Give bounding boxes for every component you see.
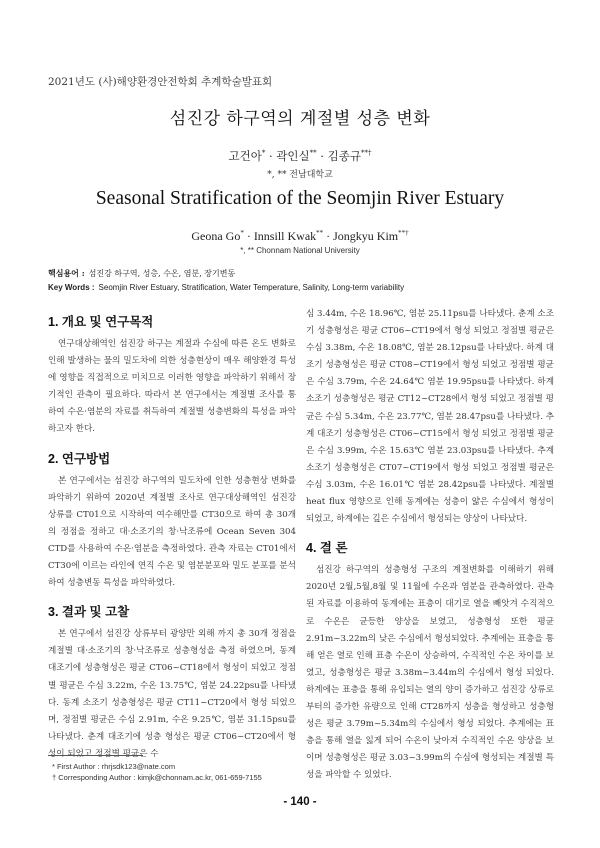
section-heading-methods: 2. 연구방법: [48, 451, 111, 466]
right-column: [306, 306, 554, 784]
keywords-label: Key Words :: [48, 283, 95, 292]
authors-korean: [0, 148, 600, 164]
left-column: [48, 306, 296, 763]
section-overview-body: 연구대상해역인 섬진강 하구는 계절과 수심에 따른 온도 변화로 인해 발생하는 물의 밀도차에 의한 성층현상이 매우 해양환경 특성에 영향을 직접적으로 미치므로 이러한 영향을 파악하기 위해서 장기적인 관측이 필요하다. 따라서 본 연구에서는 계절별 조사를 통하여 수온·염분의 자료를 취득하여 계절별 성층변화의 특성을 파악하고자 한다.: [48, 339, 296, 435]
author-separator: ·: [265, 149, 277, 163]
section-conclusion-body: 섬진강 하구역의 성층형성 구조의 계절변화를 이해하기 위해 2020년 2월,5월,8월 및 11월에 수온과 염분을 관측하였다. 관측된 자료를 이용하여 동계에는 표층이 대기로 열을 빼앗겨 수직적으로 수온은 균등한 양상을 보였고, 성층형성 또한 평균 2.91m~3.22m의 낮은 수심에서 형성되었다. 추계에는 표층을 통해 얻은 열로 인해 표층 수온이 상승하여, 수직적인 수온 차이를 보였고, 성층형성은 평균 3.38m~3.44m의 수심에서 형성 되었다. 하계에는 표층을 통해 유입되는 열의 양이 증가하고 섬진강 상류로부터의 증가한 유량으로 인해 CT28까지 성층을 형성하고 성층형성은 평균 3.79m~5.34m의 수심에서 형성 되었다. 추계에는 표층을 통해 열을 잃게 되어 수온이 낮아져 수직적인 수온 양상을 보이며 성층형성은 평균 3.03~3.99m의 수심에 형성되는 계절별 특성을 파악할 수 있었다.: [306, 565, 554, 781]
authors-english: [0, 229, 600, 244]
author-separator: ·: [316, 149, 328, 163]
author-2-mark: **: [309, 149, 317, 158]
author-3: Jongkyu Kim: [333, 229, 399, 243]
section-heading-overview: 1. 개요 및 연구목적: [48, 315, 154, 329]
section-heading-conclusion: 4. 결 론: [306, 541, 348, 556]
section-results-body: 본 연구에서 섬진강 상류부터 광양만 외해 까지 총 30개 정점을 계절별 대·소조기의 창·낙조류로 성층형성을 측정 하였으며, 동계 대조기에 성층형성은 평균 CT06~CT18에서 형성이 되었고 정점별 평균은 수심 3.22m, 수온 13.75℃, 염분 24.22psu를 나타냈다. 동계 소조기 성층형성은 평균 CT11~CT20에서 형성 되었으며, 정점별 평균은 수심 2.91m, 수온 9.25℃, 염분 31.15psu를 나타냈다. 춘계 대조기에 성층 형성은 평균 CT06~CT20에서 형성이 되었고 정점별 평균은 수: [48, 629, 296, 759]
conference-header: 2021년도 (사)해양환경안전학회 추계학술발표회: [48, 76, 273, 88]
author-separator: ·: [243, 229, 254, 243]
keywords-label: 핵심용어 :: [48, 268, 85, 278]
author-1: Geona Go: [191, 229, 241, 243]
keywords-korean: [48, 268, 235, 279]
author-3: 김종규: [327, 149, 361, 163]
section-methods-body: 본 연구에서는 섬진강 하구역의 밀도차에 인한 성층현상 변화를 파악하기 위하여 2020년 계절별 조사로 연구대상해역인 섬진강 상류를 CT01으로 시작하여 여수해만를 CT30으로 하여 총 30개의 정점을 정하고 대·소조기의 창·낙조류에 Ocean Seven 304 CTD를 사용하여 수온·염분을 측정하였다. 관측 자료는 CT01에서 CT30에 이르는 라인에 연직 수온 및 염분분포와 밀도 분포를 분석하여 성층변동 특성을 파악하였다.: [48, 475, 296, 589]
keywords-english: [48, 283, 404, 292]
author-3-mark: **†: [360, 149, 372, 158]
author-1: 고건아: [228, 149, 262, 163]
affiliation-english: *, ** Chonnam National University: [240, 246, 360, 255]
footnote-divider: [48, 755, 143, 756]
author-1-mark: *: [261, 149, 266, 158]
keywords-text: 섬진강 하구역, 성층, 수온, 염분, 장기변동: [88, 269, 236, 278]
author-separator: ·: [323, 229, 334, 243]
affiliation-korean: *, ** 전남대학교: [267, 170, 333, 180]
title-korean: 섬진강 하구역의 계절별 성층 변화: [169, 109, 431, 129]
author-1-mark: *: [240, 229, 244, 237]
footnote-corresponding-author: † Corresponding Author : kimjk@chonnam.ac.kr, 061-659-7155: [52, 773, 262, 782]
section-results-body-continued: 심 3.44m, 수온 18.96℃, 염분 25.11psu를 나타냈다. 춘계 소조기 성층형성은 평균 CT06~CT19에서 형성 되었고 정점별 평균은 수심 3.38m, 수온 18.08℃, 염분 28.12psu를 나타냈다. 하계 대조기 성층형성은 평균 CT08~CT19에서 형성 되었고 정점별 평균은 수심 3.79m, 수온 24.64℃ 염분 19.95psu를 나타냈다. 하계 소조기 성층형성은 평균 CT12~CT28에서 형성 되었고 정점별 평균은 수심 5.34m, 수온 23.77℃, 염분 28.47psu를 나타냈다. 추계 대조기 성층형성은 CT06~CT15에서 형성 되었고 정점별 평균은 수심 3.99m, 수온 15.63℃ 염분 23.03psu를 나타냈다. 추계 소조기 성층형성은 CT07~CT19에서 형성 되었고 정점별 평균은 수심 3.03m, 수온 16.01℃ 염분 28.42psu를 나타냈다. 계절별 heat flux 영향으로 인해 동계에는 성층이 얇은 수심에서 형성이 되었고, 하계에는 깊은 수심에서 형성되는 양상이 나타났다.: [306, 309, 554, 525]
page-number: - 140 -: [283, 796, 317, 808]
section-heading-results: 3. 결과 및 고찰: [48, 605, 130, 620]
author-2-mark: **: [316, 229, 324, 237]
footnote-first-author: * First Author : rhrjsdk123@nate.com: [52, 762, 176, 771]
author-2: 곽인실: [276, 149, 310, 163]
author-2: Innsill Kwak: [253, 229, 317, 243]
keywords-text: Seomjin River Estuary, Stratification, Water Temperature, Salinity, Long-term variability: [98, 283, 405, 292]
title-english: Seasonal Stratification of the Seomjin River Estuary: [95, 188, 505, 209]
author-3-mark: **†: [398, 229, 409, 237]
